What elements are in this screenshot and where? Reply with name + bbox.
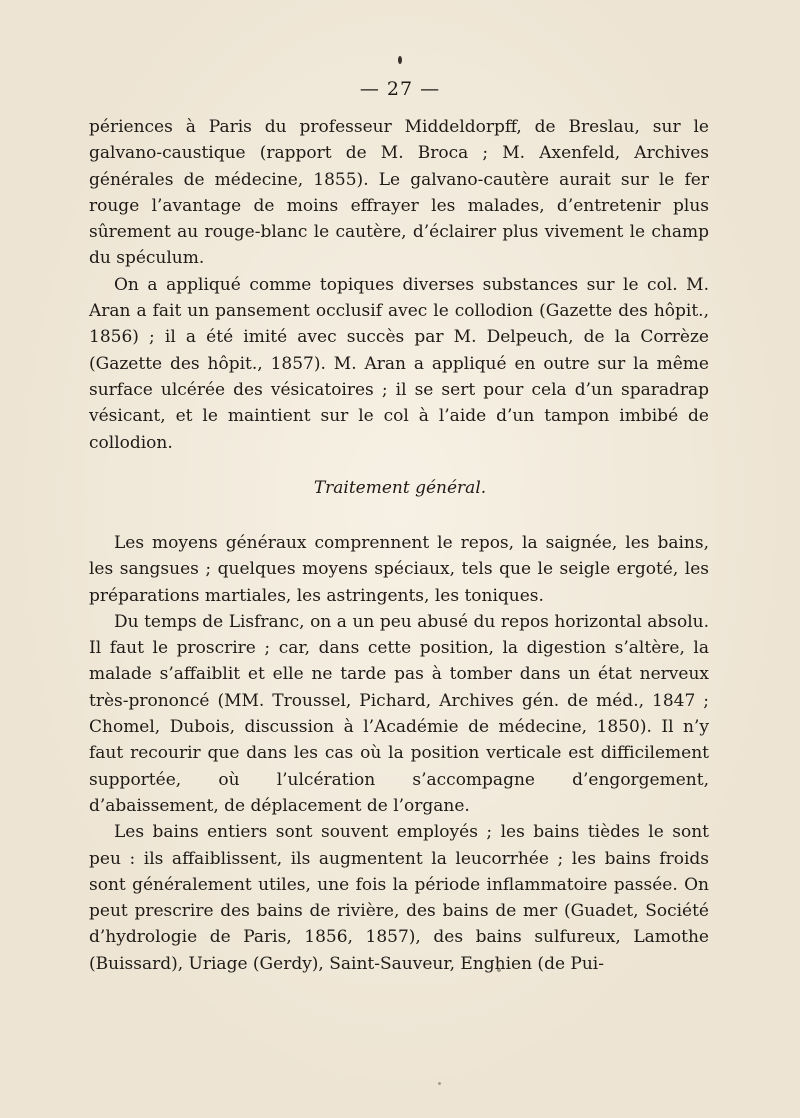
ink-speck-footer [438, 1082, 441, 1085]
paragraph: Les bains entiers sont souvent employés ; les bains tièdes le sont peu : ils affaiblissent, ils augmentent la leucorrhée ; les bains froids sont généralement utiles, une fois la période inflammatoire passée. On peut prescrire des bains de rivière, des bains de mer (Guadet, Société d’hydrologie de Paris, 1856, 1857), des bains sulfureux, Lamothe (Buissard), Uriage (Gerdy), Saint-Sauveur, Enghien (de Pui- [89, 822, 709, 974]
text-block-after-heading [89, 530, 709, 977]
ink-speck-top [398, 56, 402, 64]
paragraph: périences à Paris du professeur Middeldorpff, de Breslau, sur le galvano-caustique (rapport de M. Broca ; M. Axenfeld, Archives générales de médecine, 1855). Le galvano-cautère aurait sur le fer rouge l’avantage de moins effrayer les malades, d’entretenir plus sûrement au rouge-blanc le cautère, d’éclairer plus vivement le champ du spéculum. [89, 117, 709, 269]
page-number: — 27 — [359, 78, 441, 100]
paragraph: Les moyens généraux comprennent le repos, la saignée, les bains, les sangsues ; quelques moyens spéciaux, tels que le seigle ergoté, les préparations martiales, les astringents, les toniques. [89, 533, 709, 606]
paragraph: Du temps de Lisfranc, on a un peu abusé du repos horizontal absolu. Il faut le proscrire ; car, dans cette position, la digestion s’altère, la malade s’affaiblit et elle ne tarde pas à tomber dans un état nerveux très-prononcé (MM. Troussel, Pichard, Archives gén. de méd., 1847 ; Chomel, Dubois, discussion à l’Académie de médecine, 1850). Il n’y faut recourir que dans les cas où la position verticale est difficilement supportée, où l’ulcération s’accompagne d’engorgement, d’abaissement, de déplacement de l’organe. [89, 611, 709, 816]
section-heading: Traitement général. [313, 478, 487, 498]
text-block-before-heading [89, 114, 709, 456]
paragraph: On a appliqué comme topiques diverses substances sur le col. M. Aran a fait un pansement occlusif avec le collodion (Gazette des hôpit., 1856) ; il a été imité avec succès par M. Delpeuch, de la Corrèze (Gazette des hôpit., 1857). M. Aran a appliqué en outre sur la même surface ulcérée des vésicatoires ; il se sert pour cela d’un sparadrap vésicant, et le maintient sur le col à l’aide d’un tampon imbibé de collodion. [89, 274, 709, 453]
